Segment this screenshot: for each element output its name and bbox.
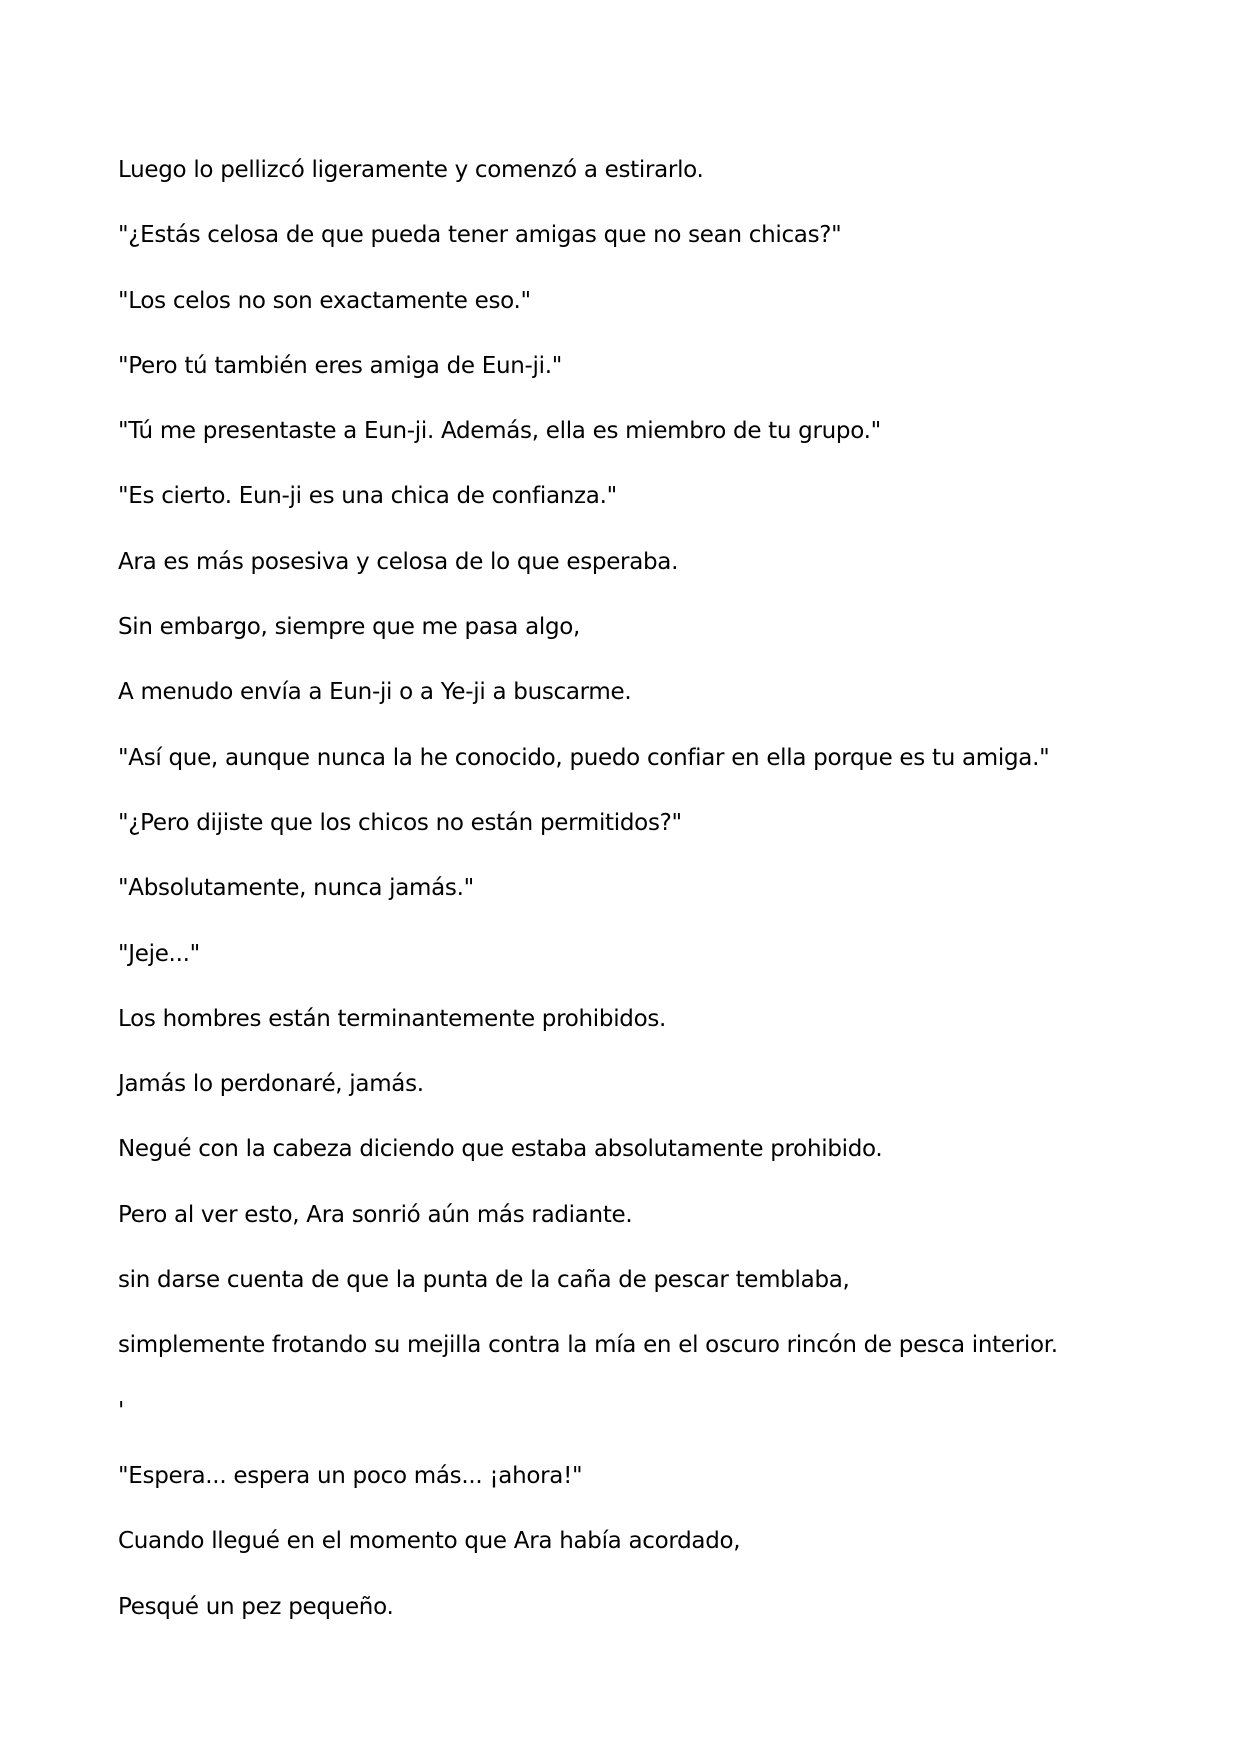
paragraph-line: Los hombres están terminantemente prohibidos. (118, 1005, 667, 1032)
paragraph-line: Ara es más posesiva y celosa de lo que esperaba. (118, 548, 679, 575)
paragraph-line: A menudo envía a Eun-ji o a Ye-ji a buscarme. (118, 679, 632, 706)
paragraph-line: "Los celos no son exactamente eso." (118, 287, 531, 314)
paragraph-line: Luego lo pellizcó ligeramente y comenzó a estirarlo. (118, 157, 704, 183)
paragraph-line: Jamás lo perdonaré, jamás. (118, 1071, 424, 1098)
paragraph-line: Sin embargo, siempre que me pasa algo, (118, 614, 581, 641)
paragraph-line: "Es cierto. Eun-ji es una chica de confianza." (118, 483, 617, 510)
paragraph-line: "¿Pero dijiste que los chicos no están permitidos?" (118, 809, 682, 836)
paragraph-line: Pesqué un pez pequeño. (118, 1593, 394, 1620)
paragraph-line: "Espera... espera un poco más... ¡ahora!" (118, 1462, 583, 1489)
paragraph-line: Pero al ver esto, Ara sonrió aún más radiante. (118, 1201, 633, 1228)
paragraph-line: "¿Estás celosa de que pueda tener amigas que no sean chicas?" (118, 222, 842, 249)
paragraph-line: "Absolutamente, nunca jamás." (118, 875, 474, 902)
paragraph-line: "Así que, aunque nunca la he conocido, puedo confiar en ella porque es tu amiga." (118, 744, 1050, 771)
paragraph-line: "Jeje..." (118, 940, 200, 967)
paragraph-line: Negué con la cabeza diciendo que estaba absolutamente prohibido. (118, 1136, 883, 1163)
paragraph-line: "Pero tú también eres amiga de Eun-ji." (118, 352, 563, 379)
stray-mark: ' (118, 1397, 125, 1424)
body-text (118, 150, 1198, 1652)
paragraph-line: "Tú me presentaste a Eun-ji. Además, ella es miembro de tu grupo." (118, 418, 881, 445)
paragraph-line: simplemente frotando su mejilla contra la mía en el oscuro rincón de pesca interior. (118, 1332, 1058, 1359)
paragraph-line: sin darse cuenta de que la punta de la caña de pescar temblaba, (118, 1267, 850, 1294)
paragraph-line: Cuando llegué en el momento que Ara había acordado, (118, 1528, 741, 1555)
